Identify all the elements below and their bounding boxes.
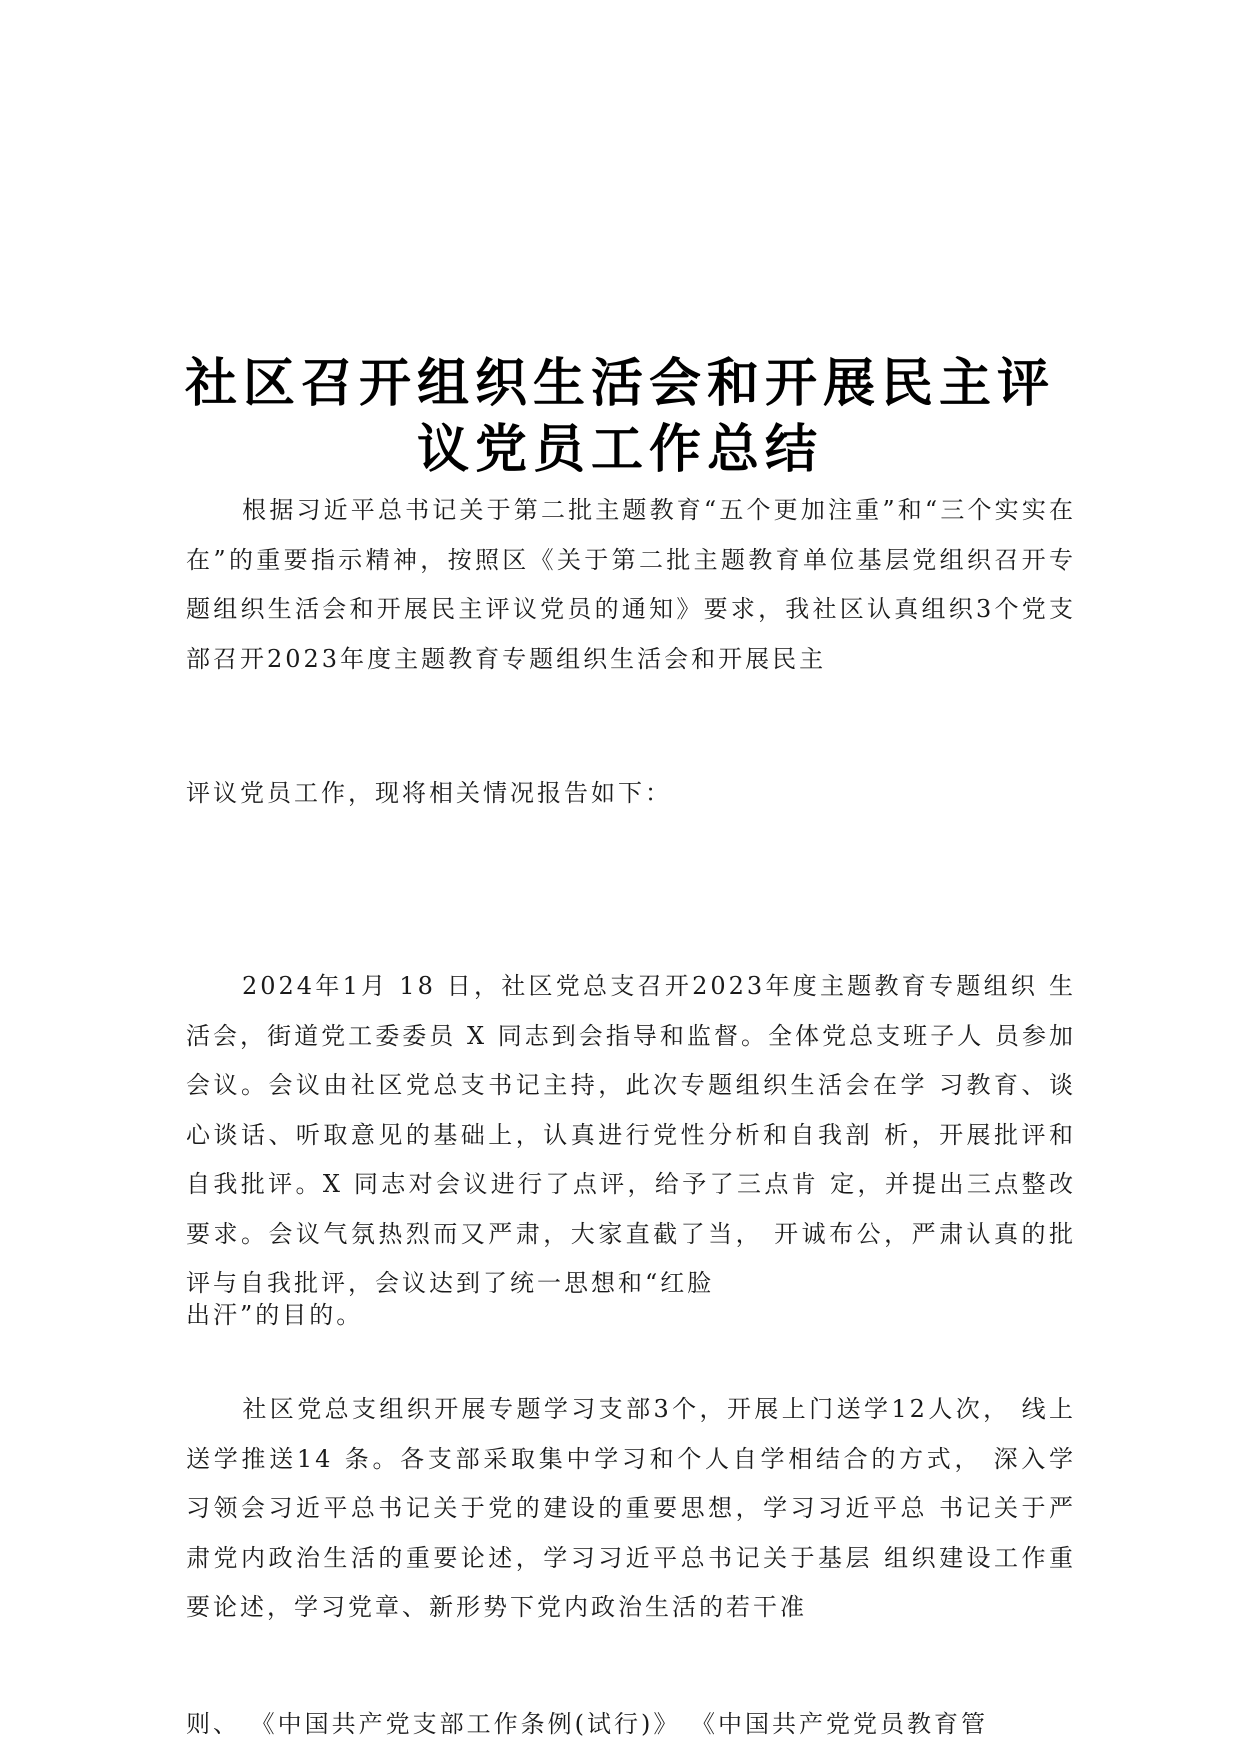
paragraph-meeting-continuation: 出汗”的目的。	[186, 1301, 364, 1329]
paragraph-study	[186, 1385, 1076, 1633]
paragraph-intro-text: 根据习近平总书记关于第二批主题教育“五个更加注重”和“三个实实在在”的重要指示精神，按照区《关于第二批主题教育单位基层党组织召开专题组织生活会和开展民主评议党员的通知》要求，我社区认真组织3个党支部召开2023年度主题教育专题组织生活会和开展民主	[186, 496, 1076, 673]
paragraph-intro	[186, 486, 1076, 684]
paragraph-study-text: 社区党总支组织开展专题学习支部3个，开展上门送学12人次， 线上送学推送14 条。各支部采取集中学习和个人自学相结合的方式， 深入学习领会习近平总书记关于党的建设的重要思想，学习习近平总 书记关于严肃党内政治生活的重要论述，学习习近平总书记关于基层 组织建设工作重要论述，学习党章、新形势下党内政治生活的若干准	[186, 1395, 1076, 1621]
paragraph-meeting	[186, 962, 1076, 1309]
paragraph-study-continuation: 则、 《中国共产党支部工作条例(试行)》 《中国共产党党员教育管	[186, 1710, 988, 1738]
document-title-line-1: 社区召开组织生活会和开展民主评	[184, 354, 1055, 414]
paragraph-meeting-text: 2024年1月 18 日，社区党总支召开2023年度主题教育专题组织 生活会，街道党工委委员 X 同志到会指导和监督。全体党总支班子人 员参加会议。会议由社区党总支书记主持，此次专题组织生活会在学 习教育、谈心谈话、听取意见的基础上，认真进行党性分析和自我剖 析，开展批评和自我批评。X 同志对会议进行了点评，给予了三点肯 定，并提出三点整改要求。会议气氛热烈而又严肃，大家直截了当， 开诚布公，严肃认真的批评与自我批评，会议达到了统一思想和“红脸	[186, 972, 1076, 1297]
paragraph-intro-continuation: 评议党员工作，现将相关情况报告如下：	[186, 779, 672, 807]
document-title-line-2: 议党员工作总结	[416, 420, 823, 480]
